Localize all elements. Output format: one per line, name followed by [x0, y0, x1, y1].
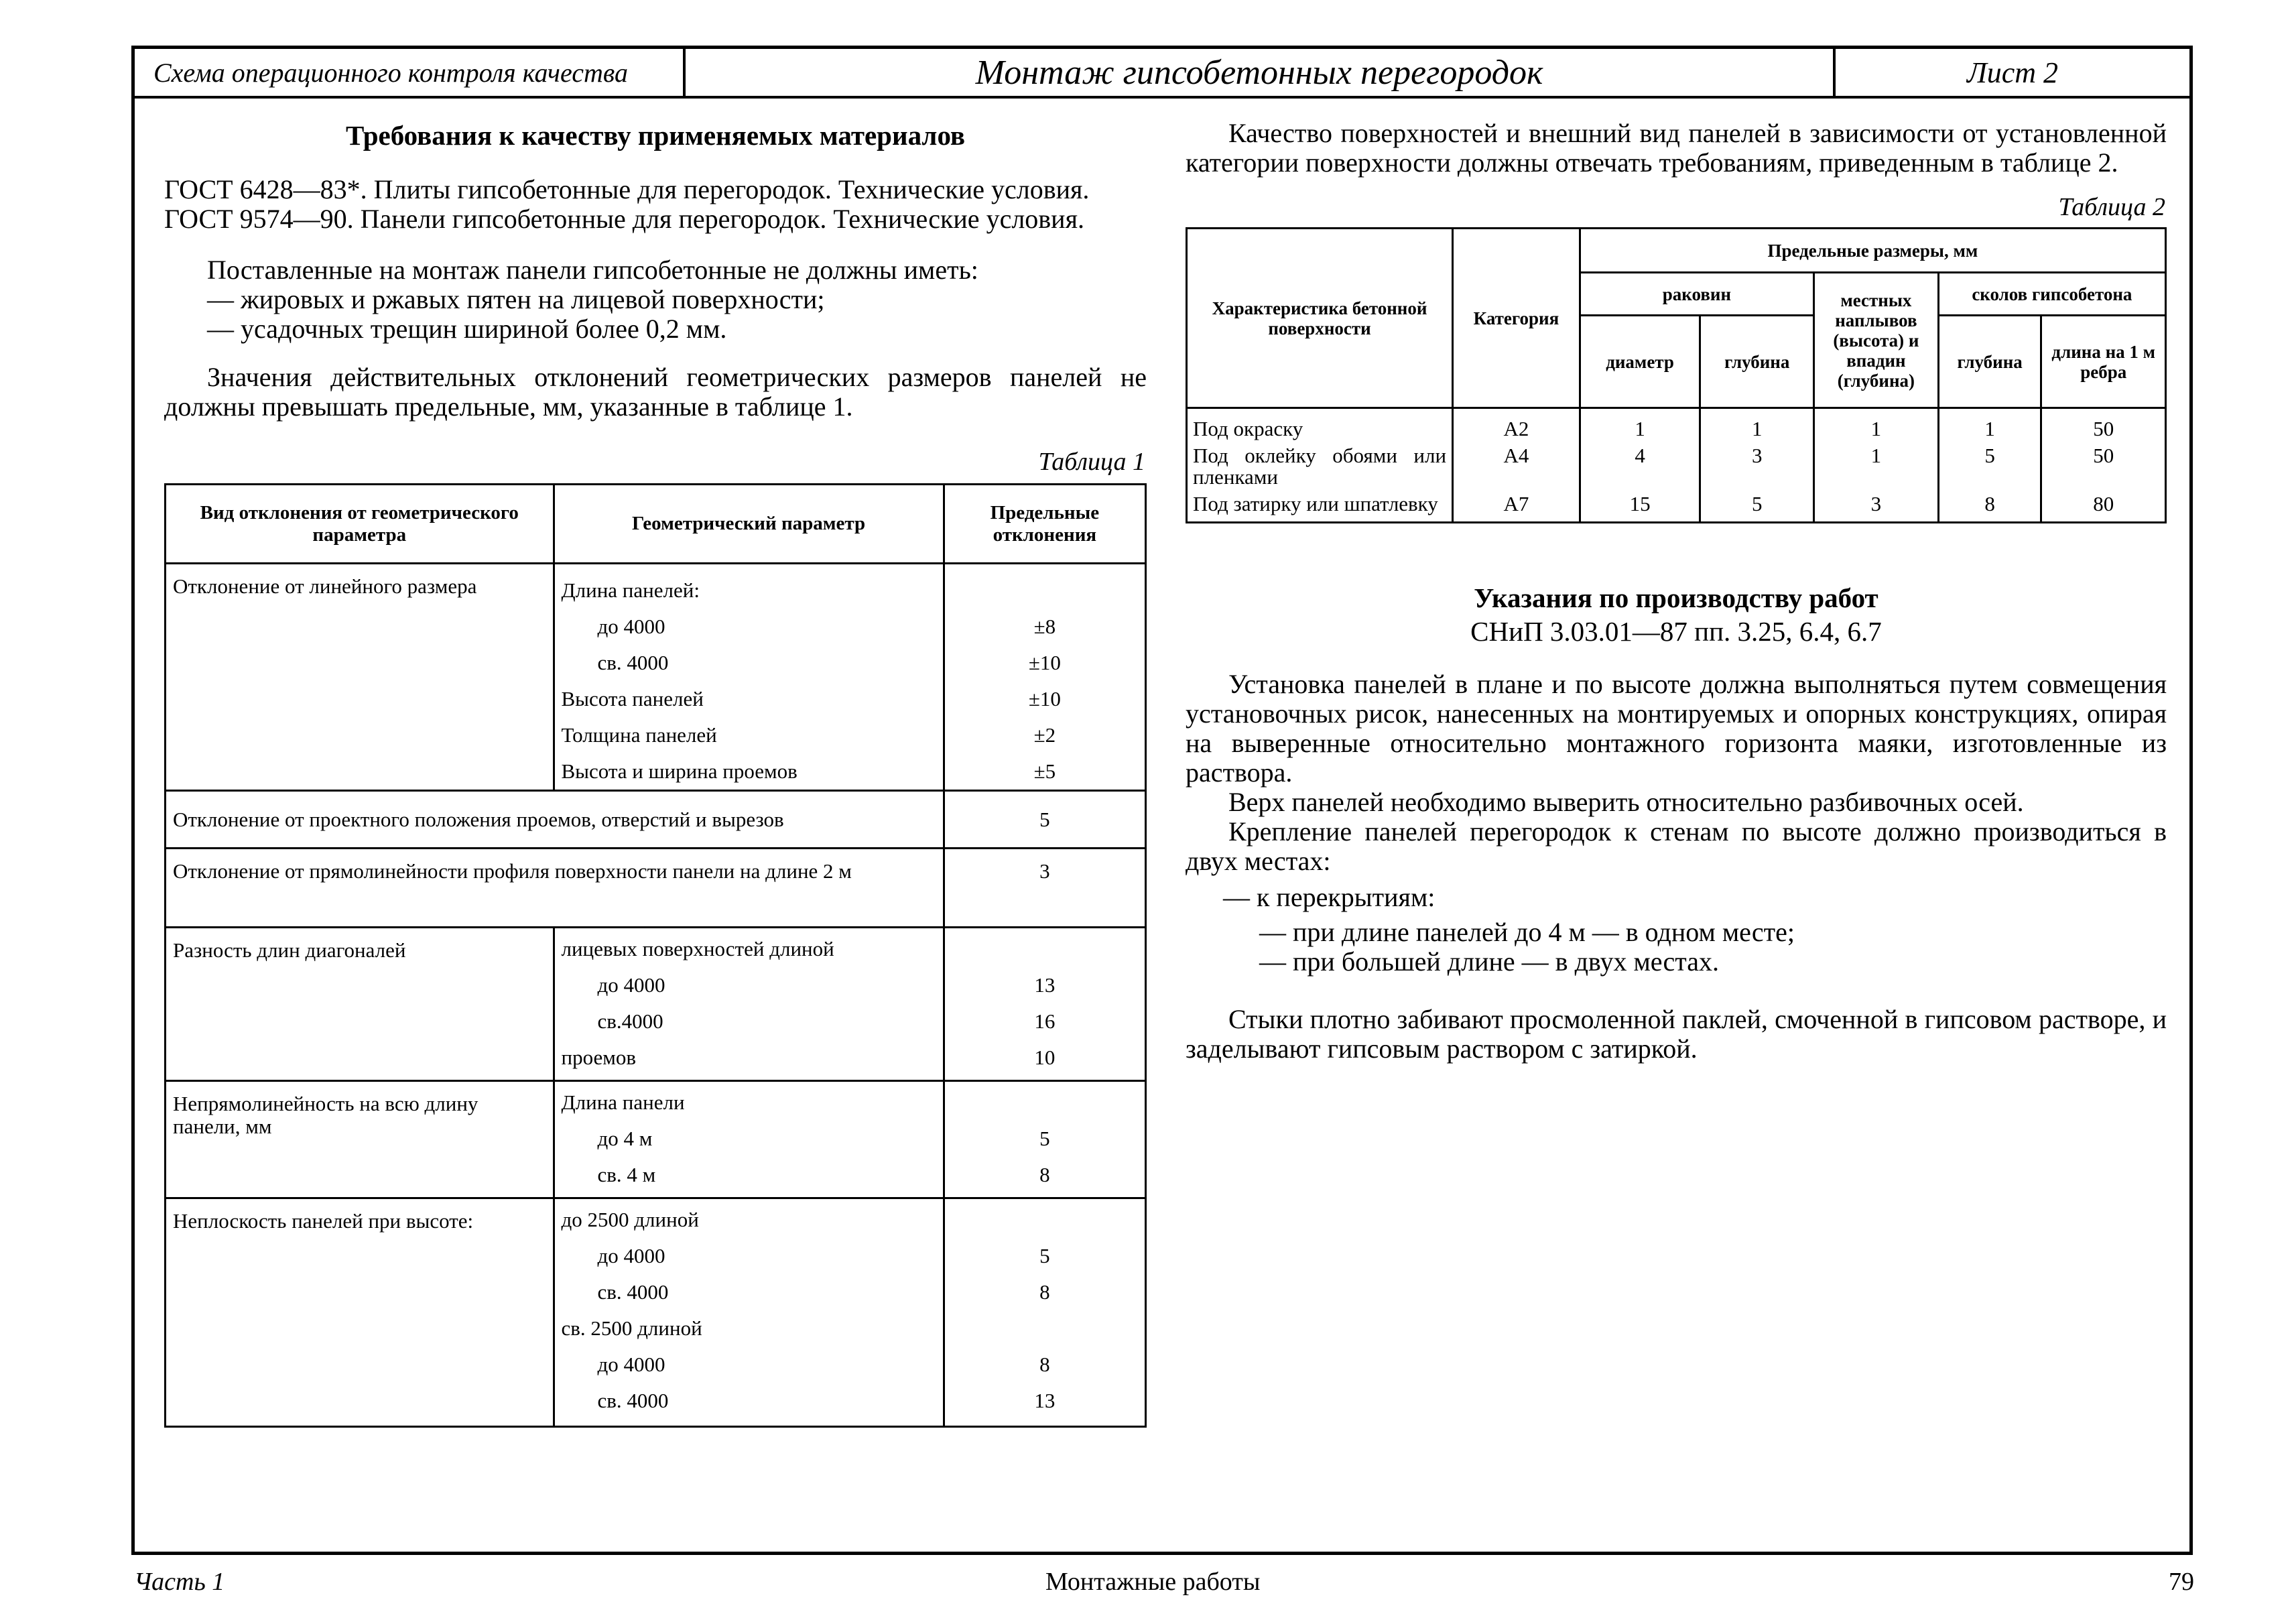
- requirement-item: — усадочных трещин шириной более 0,2 мм.: [207, 314, 727, 344]
- requirement-item: — жировых и ржавых пятен на лицевой поверхности;: [207, 284, 825, 314]
- value-line: 5: [1039, 1244, 1050, 1267]
- deviation-type: Отклонение от прямолинейности профиля поверхности панели на длине 2 м: [166, 849, 944, 928]
- param-line: Высота панелей: [561, 687, 704, 710]
- value-line: ±2: [1033, 723, 1056, 747]
- gost-line-1: ГОСТ 6428—83*. Плиты гипсобетонные для перегородок. Технические условия.: [164, 174, 1090, 204]
- deviation-type: Отклонение от проектного положения проемов, отверстий и вырезов: [166, 791, 944, 849]
- param-cell: [554, 564, 944, 791]
- table-cell: 5: [1700, 491, 1814, 523]
- left-column: [164, 119, 1147, 1428]
- value-line: ±8: [1033, 615, 1056, 638]
- works-subtitle: СНиП 3.03.01—87 пп. 3.25, 6.4, 6.7: [1470, 616, 1882, 647]
- table-cell: 5: [1938, 442, 2041, 491]
- param-line: св. 4000: [597, 1389, 669, 1412]
- param-line: до 4000: [597, 1244, 665, 1267]
- value-cell: [944, 1081, 1145, 1198]
- joints-paragraph: Стыки плотно забивают просмоленной паклей, смоченной в гипсовом растворе, и заделывают гипсовым раствором с затиркой.: [1186, 1004, 2167, 1064]
- param-line: лицевых поверхностей длиной: [561, 937, 834, 960]
- deviation-type: Разность длин диагоналей: [166, 928, 554, 1081]
- right-column: [1186, 119, 2167, 1064]
- param-line: до 4000: [597, 973, 665, 997]
- param-line: Длина панелей:: [561, 578, 700, 602]
- table-cell: 3: [1814, 491, 1939, 523]
- column-header: глубина: [1700, 316, 1814, 408]
- column-header: раковин: [1580, 273, 1813, 316]
- table-row: [166, 1081, 1146, 1198]
- list-item: — при большей длине — в двух местах.: [1259, 946, 1719, 977]
- param-line: до 4 м: [597, 1127, 653, 1150]
- table-cell: 4: [1580, 442, 1700, 491]
- gost-line-2: ГОСТ 9574—90. Панели гипсобетонные для перегородок. Технические условия.: [164, 204, 1084, 234]
- column-header: Вид отклонения от геометрического параметра: [166, 485, 554, 564]
- surface-cat: А2: [1453, 408, 1580, 443]
- value-line: [952, 1310, 1138, 1347]
- param-cell: [554, 1081, 944, 1198]
- header-title: Монтаж гипсобетонных перегородок: [686, 49, 1836, 96]
- value-line: [952, 1084, 1138, 1121]
- column-header: Характеристика бетонной поверхности: [1187, 229, 1453, 408]
- fastening-paragraph: Крепление панелей перегородок к стенам по высоте должно производиться в двух местах:: [1186, 816, 2167, 876]
- param-line: до 4000: [597, 1353, 665, 1376]
- surface-quality-paragraph: Качество поверхностей и внешний вид панелей в зависимости от установленной категории поверхности должны отвечать требованиям, приведенным в таблице 2.: [1186, 118, 2167, 178]
- value-cell: [944, 928, 1145, 1081]
- value-line: 10: [1034, 1046, 1056, 1069]
- page-frame: [131, 46, 2193, 1555]
- value-line: 16: [1034, 1009, 1056, 1033]
- value-line: 8: [1039, 1163, 1050, 1186]
- table-header-row: [1187, 229, 2166, 273]
- param-cell: [554, 1198, 944, 1427]
- value-line: 8: [1039, 1353, 1050, 1376]
- param-line: до 4000: [597, 615, 665, 638]
- table-row: [1187, 408, 2166, 443]
- works-title: Указания по производству работ: [1474, 582, 1878, 613]
- value-cell: [944, 564, 1145, 791]
- deviation-type: Отклонение от линейного размера: [166, 564, 554, 791]
- column-header: местных наплывов (высота) и впадин (глубина): [1814, 273, 1939, 408]
- table-row: [166, 849, 1146, 928]
- deviation-type: Непрямолинейность на всю длину панели, мм: [166, 1081, 554, 1198]
- value-cell: 3: [944, 849, 1145, 928]
- param-line: Высота и ширина проемов: [561, 759, 798, 783]
- value-line: [952, 1202, 1138, 1238]
- header-left: Схема операционного контроля качества: [135, 49, 686, 96]
- column-header: Предельные размеры, мм: [1580, 229, 2165, 273]
- deviation-paragraph: Значения действительных отклонений геометрических размеров панелей не должны превышать предельные, мм, указанные в таблице 1.: [164, 362, 1147, 422]
- footer-section: Монтажные работы: [1045, 1568, 1261, 1596]
- param-line: св. 4 м: [597, 1163, 656, 1186]
- installation-paragraph: Установка панелей в плане и по высоте должна выполняться путем совмещения установочных рисок, нанесенных на монтируемых и опорных конструкциях, опирая на выверенные относительно монтажного горизонта маяки, изготовленные из раствора.: [1186, 669, 2167, 788]
- column-header: глубина: [1938, 316, 2041, 408]
- surface-char: Под оклейку обоями или пленками: [1187, 442, 1453, 491]
- panel-requirements: Поставленные на монтаж панели гипсобетонные не должны иметь:: [207, 255, 978, 285]
- table-cell: 50: [2041, 442, 2166, 491]
- value-line: 13: [1034, 1389, 1056, 1412]
- param-cell: [554, 928, 944, 1081]
- param-line: Длина панели: [561, 1090, 685, 1114]
- alignment-paragraph: Верх панелей необходимо выверить относительно разбивочных осей.: [1228, 787, 2024, 817]
- table-row: [1187, 491, 2166, 523]
- surface-char: Под окраску: [1187, 408, 1453, 443]
- table-cell: 1: [1938, 408, 2041, 443]
- deviation-type: Неплоскость панелей при высоте:: [166, 1198, 554, 1427]
- header-row: [135, 49, 2189, 99]
- param-line: св. 4000: [597, 1280, 669, 1304]
- table-header-row: [166, 485, 1146, 564]
- list-item: — при длине панелей до 4 м — в одном месте;: [1259, 917, 1795, 947]
- value-line: 8: [1039, 1280, 1050, 1304]
- list-item: — к перекрытиям:: [1223, 882, 1436, 912]
- param-line: Толщина панелей: [561, 723, 717, 747]
- materials-title: Требования к качеству применяемых материалов: [345, 120, 966, 151]
- page-number: 79: [2169, 1568, 2194, 1596]
- surface-cat: А4: [1453, 442, 1580, 491]
- param-line: св.4000: [597, 1009, 663, 1033]
- value-line: 13: [1034, 973, 1056, 997]
- header-sheet: Лист 2: [1966, 56, 2059, 89]
- table-row: [166, 564, 1146, 791]
- value-line: 5: [1039, 1127, 1050, 1150]
- surface-cat: А7: [1453, 491, 1580, 523]
- deviation-table: [164, 483, 1147, 1428]
- table-cell: 8: [1938, 491, 2041, 523]
- column-header: сколов гипсобетона: [1938, 273, 2165, 316]
- table2-caption: Таблица 2: [2058, 193, 2165, 221]
- value-line: ±10: [1028, 651, 1061, 674]
- value-cell: 5: [944, 791, 1145, 849]
- table1-caption: Таблица 1: [1038, 448, 1145, 476]
- column-header: диаметр: [1580, 316, 1700, 408]
- table-row: [166, 791, 1146, 849]
- table-cell: 50: [2041, 408, 2166, 443]
- param-line: проемов: [561, 1046, 636, 1069]
- table-cell: 1: [1814, 442, 1939, 491]
- table-cell: 3: [1700, 442, 1814, 491]
- table-row: [166, 1198, 1146, 1427]
- value-cell: [944, 1198, 1145, 1427]
- column-header: длина на 1 м ребра: [2041, 316, 2166, 408]
- table-cell: 15: [1580, 491, 1700, 523]
- surface-table: [1186, 227, 2167, 523]
- value-line: ±10: [1028, 687, 1061, 710]
- param-line: до 2500 длиной: [561, 1208, 699, 1231]
- column-header: Предельные отклонения: [944, 485, 1145, 564]
- surface-char: Под затирку или шпатлевку: [1187, 491, 1453, 523]
- param-line: св. 4000: [597, 651, 669, 674]
- value-line: ±5: [1033, 759, 1056, 783]
- table-row: [166, 928, 1146, 1081]
- value-line: [952, 572, 1138, 609]
- param-line: св. 2500 длиной: [561, 1316, 702, 1340]
- table-cell: 80: [2041, 491, 2166, 523]
- table-cell: 1: [1700, 408, 1814, 443]
- table-row: [1187, 442, 2166, 491]
- column-header: Геометрический параметр: [554, 485, 944, 564]
- footer-part: Часть 1: [134, 1568, 225, 1596]
- table-cell: 1: [1580, 408, 1700, 443]
- table-cell: 1: [1814, 408, 1939, 443]
- value-line: [952, 931, 1138, 967]
- column-header: Категория: [1453, 229, 1580, 408]
